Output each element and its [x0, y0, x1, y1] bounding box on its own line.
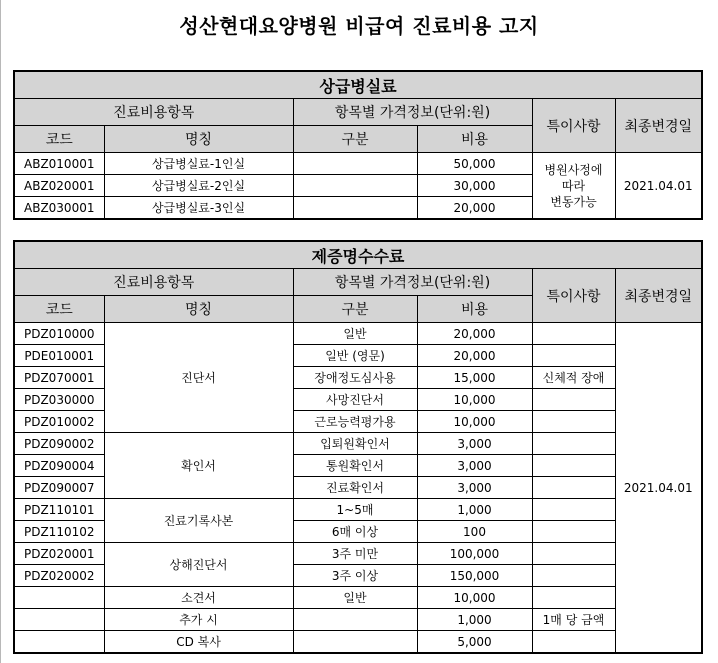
- header-updated: 최종변경일: [615, 99, 702, 153]
- code-cell: PDZ020002: [14, 565, 104, 587]
- name-cell: CD 복사: [104, 631, 293, 654]
- table-row: [14, 609, 702, 631]
- cost-cell: 10,000: [417, 587, 532, 609]
- name-cell: 상해진단서: [104, 543, 293, 587]
- header-price-group: 항목별 가격정보(단위:원): [293, 269, 532, 296]
- header-category: 구분: [293, 126, 417, 153]
- header-updated: 최종변경일: [615, 269, 702, 323]
- header-price-group: 항목별 가격정보(단위:원): [293, 99, 532, 126]
- table-row: [14, 587, 702, 609]
- header-item-group: 진료비용항목: [14, 99, 293, 126]
- table-row: [14, 323, 702, 345]
- special-note-cell: [532, 153, 615, 220]
- cost-cell: 3,000: [417, 477, 532, 499]
- special-note-cell: [532, 389, 615, 411]
- cost-cell: 100: [417, 521, 532, 543]
- cost-cell: 5,000: [417, 631, 532, 654]
- cost-cell: 1,000: [417, 499, 532, 521]
- special-note-cell: [532, 543, 615, 565]
- code-cell: ABZ030001: [14, 197, 104, 220]
- code-cell: PDZ070001: [14, 367, 104, 389]
- special-note-cell: [532, 521, 615, 543]
- special-note-cell: [532, 433, 615, 455]
- table-row: [14, 499, 702, 521]
- cost-cell: 20,000: [417, 323, 532, 345]
- category-cell: [293, 197, 417, 220]
- category-cell: 진료확인서: [293, 477, 417, 499]
- updated-date-cell: 2021.04.01: [615, 323, 702, 654]
- note-line: 변동가능: [550, 194, 597, 209]
- cost-cell: 10,000: [417, 389, 532, 411]
- cost-cell: 30,000: [417, 175, 532, 197]
- cost-cell: 100,000: [417, 543, 532, 565]
- header-special: 특이사항: [532, 99, 615, 153]
- category-cell: 일반: [293, 323, 417, 345]
- code-cell: PDZ110102: [14, 521, 104, 543]
- code-cell: PDZ090002: [14, 433, 104, 455]
- name-cell: 상급병실료-2인실: [104, 175, 293, 197]
- special-note-cell: [532, 345, 615, 367]
- category-cell: 3주 이상: [293, 565, 417, 587]
- code-cell: PDZ020001: [14, 543, 104, 565]
- header-cost: 비용: [417, 126, 532, 153]
- cost-cell: 1,000: [417, 609, 532, 631]
- category-cell: 통원확인서: [293, 455, 417, 477]
- header-special: 특이사항: [532, 269, 615, 323]
- note-line: 따라: [561, 178, 586, 193]
- special-note-cell: [532, 565, 615, 587]
- header-cost: 비용: [417, 296, 532, 323]
- code-cell: ABZ010001: [14, 153, 104, 175]
- name-cell: 상급병실료-3인실: [104, 197, 293, 220]
- code-cell: [14, 631, 104, 654]
- category-cell: [293, 631, 417, 654]
- name-cell: 소견서: [104, 587, 293, 609]
- page-title: 성산현대요양병원 비급여 진료비용 고지: [179, 14, 539, 38]
- code-cell: PDZ010000: [14, 323, 104, 345]
- cost-cell: 3,000: [417, 455, 532, 477]
- updated-date-cell: 2021.04.01: [615, 153, 702, 220]
- header-name: 명칭: [104, 126, 293, 153]
- section-title: 제증명수수료: [14, 241, 702, 269]
- header-name: 명칭: [104, 296, 293, 323]
- category-cell: [293, 153, 417, 175]
- note-line: 병원사정에: [544, 162, 603, 177]
- certificate-fee-table: [13, 240, 703, 654]
- name-cell: 확인서: [104, 433, 293, 499]
- cost-cell: 50,000: [417, 153, 532, 175]
- category-cell: 장애정도심사용: [293, 367, 417, 389]
- cost-cell: 10,000: [417, 411, 532, 433]
- header-code: 코드: [14, 296, 104, 323]
- special-note-cell: [532, 477, 615, 499]
- code-cell: PDZ030000: [14, 389, 104, 411]
- header-item-group: 진료비용항목: [14, 269, 293, 296]
- category-cell: 근로능력평가용: [293, 411, 417, 433]
- category-cell: 입퇴원확인서: [293, 433, 417, 455]
- cost-cell: 3,000: [417, 433, 532, 455]
- special-note-cell: [532, 411, 615, 433]
- header-category: 구분: [293, 296, 417, 323]
- code-cell: PDZ090007: [14, 477, 104, 499]
- special-note-cell: [532, 499, 615, 521]
- table-row: [14, 433, 702, 455]
- name-cell: 진단서: [104, 323, 293, 433]
- room-fee-table: [13, 70, 703, 220]
- cost-cell: 20,000: [417, 197, 532, 220]
- section-title: 상급병실료: [14, 71, 702, 99]
- category-cell: 사망진단서: [293, 389, 417, 411]
- special-note-cell: [532, 323, 615, 345]
- special-note-cell: [532, 631, 615, 654]
- name-cell: 진료기록사본: [104, 499, 293, 543]
- header-code: 코드: [14, 126, 104, 153]
- category-cell: 6매 이상: [293, 521, 417, 543]
- code-cell: PDZ110101: [14, 499, 104, 521]
- code-cell: [14, 587, 104, 609]
- special-note-cell: 신체적 장애: [532, 367, 615, 389]
- code-cell: PDZ090004: [14, 455, 104, 477]
- name-cell: 추가 시: [104, 609, 293, 631]
- category-cell: 1~5매: [293, 499, 417, 521]
- table-row: [14, 543, 702, 565]
- code-cell: PDE010001: [14, 345, 104, 367]
- cost-cell: 20,000: [417, 345, 532, 367]
- category-cell: 3주 미만: [293, 543, 417, 565]
- category-cell: 일반: [293, 587, 417, 609]
- name-cell: 상급병실료-1인실: [104, 153, 293, 175]
- category-cell: [293, 175, 417, 197]
- code-cell: [14, 609, 104, 631]
- code-cell: PDZ010002: [14, 411, 104, 433]
- category-cell: 일반 (영문): [293, 345, 417, 367]
- code-cell: ABZ020001: [14, 175, 104, 197]
- special-note-cell: [532, 455, 615, 477]
- table-row: [14, 631, 702, 654]
- special-note-cell: [532, 587, 615, 609]
- special-note-cell: 1매 당 금액: [532, 609, 615, 631]
- category-cell: [293, 609, 417, 631]
- cost-cell: 15,000: [417, 367, 532, 389]
- table-row: [14, 153, 702, 175]
- cost-cell: 150,000: [417, 565, 532, 587]
- page-left-border: [0, 0, 1, 663]
